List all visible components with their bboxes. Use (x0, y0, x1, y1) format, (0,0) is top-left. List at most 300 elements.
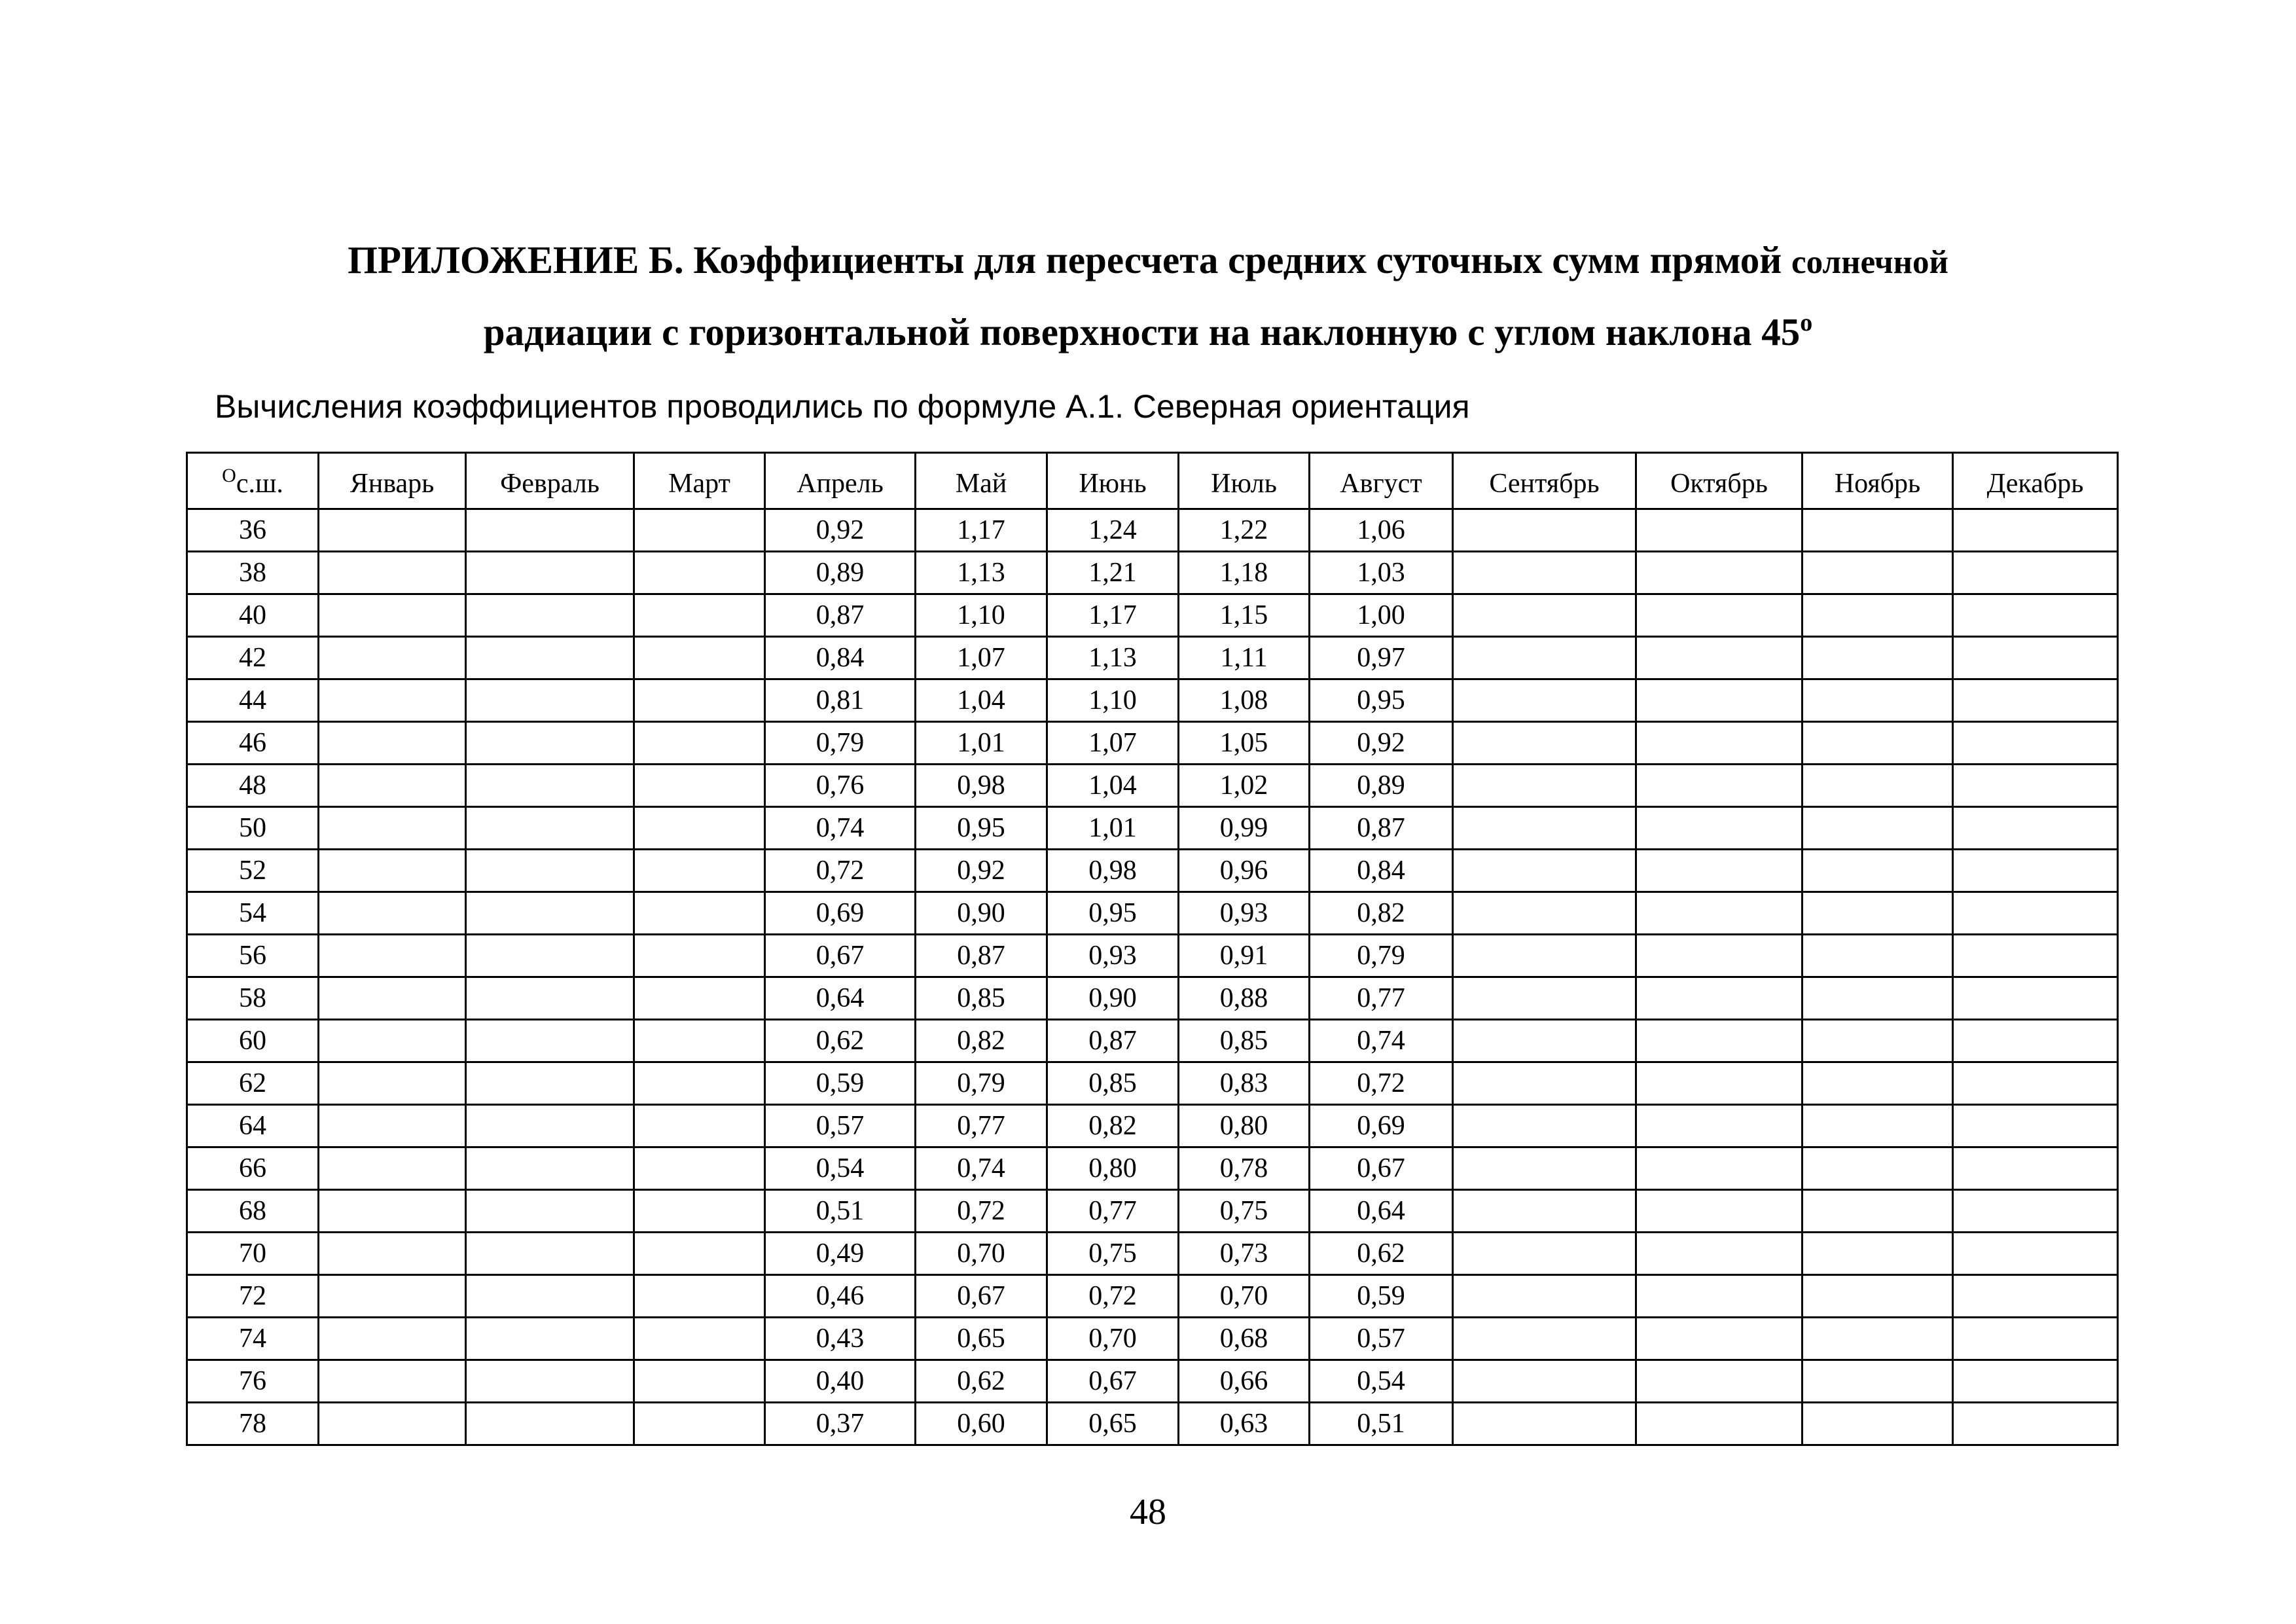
coefficient-cell: 0,69 (1310, 1105, 1453, 1147)
table-row (187, 1105, 2118, 1147)
title-line-1 (0, 238, 2296, 281)
latitude-cell: 78 (187, 1403, 319, 1445)
coefficient-cell (1953, 1403, 2118, 1445)
coefficient-cell: 0,68 (1179, 1318, 1310, 1360)
coefficient-cell: 0,83 (1179, 1062, 1310, 1105)
coefficient-cell: 0,90 (916, 892, 1047, 935)
coefficient-cell (1953, 892, 2118, 935)
latitude-cell: 74 (187, 1318, 319, 1360)
table-row (187, 722, 2118, 765)
coefficient-cell (1453, 1020, 1636, 1062)
coefficient-cell: 0,74 (765, 807, 916, 850)
coefficient-cell: 0,62 (916, 1360, 1047, 1403)
coefficient-cell: 0,54 (1310, 1360, 1453, 1403)
coefficient-cell (1636, 722, 1803, 765)
coefficient-cell: 0,99 (1179, 807, 1310, 850)
coefficient-cell (1803, 594, 1953, 637)
coefficient-cell (1953, 850, 2118, 892)
coefficient-cell (634, 1190, 765, 1233)
coefficient-cell: 0,59 (1310, 1275, 1453, 1318)
coefficient-cell (1636, 935, 1803, 977)
coefficient-cell: 1,00 (1310, 594, 1453, 637)
coefficient-cell (1636, 1190, 1803, 1233)
coefficient-cell (1453, 1403, 1636, 1445)
coefficient-cell: 1,01 (916, 722, 1047, 765)
coefficient-cell (1453, 1105, 1636, 1147)
latitude-cell: 48 (187, 765, 319, 807)
coefficient-cell: 1,08 (1179, 679, 1310, 722)
coefficient-cell: 0,46 (765, 1275, 916, 1318)
coefficient-cell (1453, 807, 1636, 850)
coefficient-cell (1953, 1318, 2118, 1360)
table-row (187, 594, 2118, 637)
coefficient-cell (466, 1275, 634, 1318)
coefficient-cell (319, 509, 466, 552)
coefficient-cell (1803, 765, 1953, 807)
coefficient-cell (1953, 977, 2118, 1020)
coefficient-cell (1803, 892, 1953, 935)
coefficient-cell (319, 1275, 466, 1318)
coefficient-cell: 0,67 (1310, 1147, 1453, 1190)
coefficient-cell (319, 722, 466, 765)
coefficient-cell (1803, 807, 1953, 850)
coefficient-cell (1803, 850, 1953, 892)
coefficient-cell (1636, 1275, 1803, 1318)
coefficient-cell (1636, 552, 1803, 594)
coefficient-cell (1453, 1062, 1636, 1105)
latitude-cell: 36 (187, 509, 319, 552)
coefficient-cell (466, 1360, 634, 1403)
coefficient-cell: 0,93 (1047, 935, 1179, 977)
coefficient-cell (466, 935, 634, 977)
coefficient-cell (319, 679, 466, 722)
coefficient-cell (1636, 1318, 1803, 1360)
coefficient-cell: 0,51 (765, 1190, 916, 1233)
coefficient-cell: 0,73 (1179, 1233, 1310, 1275)
coefficient-cell (319, 1233, 466, 1275)
coefficient-cell (466, 1147, 634, 1190)
coefficient-cell (1453, 892, 1636, 935)
coefficient-cell (466, 807, 634, 850)
coefficient-cell: 0,74 (1310, 1020, 1453, 1062)
coefficient-cell: 0,79 (765, 722, 916, 765)
coefficient-cell: 0,77 (916, 1105, 1047, 1147)
coefficient-cell (1953, 1275, 2118, 1318)
coefficient-cell: 1,02 (1179, 765, 1310, 807)
latitude-cell: 64 (187, 1105, 319, 1147)
coefficient-cell: 0,89 (765, 552, 916, 594)
header-row (187, 453, 2118, 509)
latitude-cell: 72 (187, 1275, 319, 1318)
latitude-cell: 42 (187, 637, 319, 679)
coefficient-cell: 0,72 (1310, 1062, 1453, 1105)
coefficient-cell (466, 509, 634, 552)
coefficient-cell (634, 594, 765, 637)
coefficient-cell (1636, 509, 1803, 552)
subtitle: Вычисления коэффициентов проводились по формуле А.1. Северная ориентация (215, 388, 1470, 425)
coefficient-cell (1803, 637, 1953, 679)
coefficient-cell (1636, 1233, 1803, 1275)
coefficient-cell (1803, 1275, 1953, 1318)
coefficient-cell (319, 1403, 466, 1445)
coefficient-cell: 0,96 (1179, 850, 1310, 892)
coefficient-cell (1636, 1062, 1803, 1105)
coefficient-cell: 0,97 (1310, 637, 1453, 679)
coefficient-cell: 0,87 (916, 935, 1047, 977)
table-row (187, 1403, 2118, 1445)
table-row (187, 1020, 2118, 1062)
coefficient-cell: 1,01 (1047, 807, 1179, 850)
coefficient-cell (1453, 722, 1636, 765)
coefficient-cell (1636, 1360, 1803, 1403)
coefficient-cell: 0,85 (1047, 1062, 1179, 1105)
title-line-1-main: ПРИЛОЖЕНИЕ Б. Коэффициенты для пересчета средних суточных сумм прямой (348, 238, 1782, 281)
coefficient-cell: 1,10 (1047, 679, 1179, 722)
table-row (187, 1275, 2118, 1318)
coefficient-cell (1453, 509, 1636, 552)
coefficient-cell (1453, 1360, 1636, 1403)
coefficient-cell: 0,62 (765, 1020, 916, 1062)
latitude-cell: 52 (187, 850, 319, 892)
title-line-2 (0, 309, 2296, 353)
coefficient-cell (1953, 1105, 2118, 1147)
coefficient-cell (466, 1403, 634, 1445)
coefficient-cell: 0,98 (916, 765, 1047, 807)
table-row (187, 935, 2118, 977)
coefficient-cell: 0,69 (765, 892, 916, 935)
coefficient-cell (1803, 552, 1953, 594)
coefficient-cell: 0,65 (1047, 1403, 1179, 1445)
coefficient-cell (634, 850, 765, 892)
table-body (187, 509, 2118, 1445)
coefficient-cell: 0,78 (1179, 1147, 1310, 1190)
coefficient-cell: 1,11 (1179, 637, 1310, 679)
coefficient-cell: 0,81 (765, 679, 916, 722)
month-header: Май (916, 453, 1047, 509)
coefficient-cell (634, 1147, 765, 1190)
coefficient-cell: 1,13 (916, 552, 1047, 594)
coefficient-cell: 0,92 (1310, 722, 1453, 765)
coefficient-cell: 0,91 (1179, 935, 1310, 977)
coefficient-cell: 0,65 (916, 1318, 1047, 1360)
coefficient-cell (1803, 1062, 1953, 1105)
title-line-1-tail: солнечной (1791, 244, 1948, 281)
coefficient-cell: 0,98 (1047, 850, 1179, 892)
coefficient-cell (319, 1360, 466, 1403)
coefficient-cell: 0,89 (1310, 765, 1453, 807)
coefficient-cell (1453, 1318, 1636, 1360)
coefficient-cell (1453, 1147, 1636, 1190)
degree-superscript: о (1800, 309, 1813, 336)
table-row (187, 1360, 2118, 1403)
coefficient-cell (634, 935, 765, 977)
coefficient-cell: 1,21 (1047, 552, 1179, 594)
coefficient-cell (1636, 637, 1803, 679)
latitude-cell: 58 (187, 977, 319, 1020)
coefficient-cell: 0,66 (1179, 1360, 1310, 1403)
coefficient-cell: 1,24 (1047, 509, 1179, 552)
coefficient-cell (1803, 935, 1953, 977)
coefficient-cell (634, 722, 765, 765)
coefficient-cell: 0,85 (916, 977, 1047, 1020)
coefficient-cell (634, 892, 765, 935)
latitude-cell: 60 (187, 1020, 319, 1062)
latitude-cell: 44 (187, 679, 319, 722)
coefficient-cell (1453, 594, 1636, 637)
coefficient-cell: 0,64 (1310, 1190, 1453, 1233)
coefficient-cell (466, 1062, 634, 1105)
coefficient-cell (1453, 1275, 1636, 1318)
coefficient-cell (466, 850, 634, 892)
coefficient-cell (1803, 1190, 1953, 1233)
table-row (187, 807, 2118, 850)
coefficient-cell (634, 1233, 765, 1275)
coefficient-cell (1803, 679, 1953, 722)
coefficient-cell: 1,07 (916, 637, 1047, 679)
coefficient-cell: 0,84 (1310, 850, 1453, 892)
coefficient-cell: 0,51 (1310, 1403, 1453, 1445)
coefficient-cell (466, 637, 634, 679)
coefficient-cell (1636, 1147, 1803, 1190)
coefficient-cell (634, 1360, 765, 1403)
coefficient-cell: 0,79 (1310, 935, 1453, 977)
coefficient-cell (1953, 1190, 2118, 1233)
coefficient-cell: 1,04 (916, 679, 1047, 722)
coefficient-cell: 0,82 (1310, 892, 1453, 935)
coefficient-cell: 0,95 (1310, 679, 1453, 722)
coefficient-cell (1803, 1233, 1953, 1275)
coefficient-cell (1636, 594, 1803, 637)
coefficient-cell: 0,60 (916, 1403, 1047, 1445)
coefficient-cell (319, 1190, 466, 1233)
coefficient-cell: 0,40 (765, 1360, 916, 1403)
latitude-cell: 46 (187, 722, 319, 765)
coefficient-cell (1803, 1020, 1953, 1062)
coefficient-cell (634, 1062, 765, 1105)
coefficient-cell (319, 977, 466, 1020)
coefficient-cell (1803, 1147, 1953, 1190)
coefficient-cell: 0,59 (765, 1062, 916, 1105)
coefficient-cell (634, 1275, 765, 1318)
coefficient-cell (1453, 765, 1636, 807)
coefficient-cell: 1,05 (1179, 722, 1310, 765)
coefficient-cell (634, 977, 765, 1020)
latitude-cell: 62 (187, 1062, 319, 1105)
coefficient-cell (634, 807, 765, 850)
coefficient-cell (319, 765, 466, 807)
page-number: 48 (1130, 1492, 1166, 1532)
latitude-cell: 76 (187, 1360, 319, 1403)
coefficient-cell (319, 637, 466, 679)
table-row (187, 509, 2118, 552)
coefficient-cell: 1,17 (1047, 594, 1179, 637)
coefficient-cell (1803, 1318, 1953, 1360)
coefficient-cell (634, 765, 765, 807)
coefficient-cell: 0,74 (916, 1147, 1047, 1190)
coefficient-cell (466, 765, 634, 807)
coefficient-cell (1953, 807, 2118, 850)
degree-symbol: О (222, 464, 236, 486)
coefficient-cell (634, 1020, 765, 1062)
coefficient-cell (466, 892, 634, 935)
month-header: Январь (319, 453, 466, 509)
coefficient-cell: 0,75 (1047, 1233, 1179, 1275)
coefficient-cell: 0,92 (765, 509, 916, 552)
coefficient-cell (1453, 850, 1636, 892)
coefficient-cell: 0,82 (1047, 1105, 1179, 1147)
month-header: Август (1310, 453, 1453, 509)
table-row (187, 1318, 2118, 1360)
coefficient-cell (1953, 765, 2118, 807)
coefficient-cell: 0,80 (1179, 1105, 1310, 1147)
coefficient-cell (466, 552, 634, 594)
coefficient-cell (319, 1105, 466, 1147)
latitude-cell: 56 (187, 935, 319, 977)
coefficient-cell (1636, 977, 1803, 1020)
latitude-header-label: с.ш. (236, 468, 283, 499)
latitude-cell: 70 (187, 1233, 319, 1275)
coefficient-cell: 0,79 (916, 1062, 1047, 1105)
month-header: Июнь (1047, 453, 1179, 509)
coefficient-cell (319, 807, 466, 850)
latitude-cell: 68 (187, 1190, 319, 1233)
coefficient-cell: 0,92 (916, 850, 1047, 892)
coefficient-cell (634, 1105, 765, 1147)
coefficient-cell (1953, 935, 2118, 977)
coefficient-cell: 0,57 (1310, 1318, 1453, 1360)
coefficient-cell (1636, 892, 1803, 935)
latitude-cell: 54 (187, 892, 319, 935)
coefficient-cell: 0,64 (765, 977, 916, 1020)
coefficient-cell (1953, 679, 2118, 722)
coefficient-cell (1453, 1190, 1636, 1233)
coefficient-cell (1636, 765, 1803, 807)
coefficient-cell: 0,77 (1310, 977, 1453, 1020)
coefficient-cell (1453, 552, 1636, 594)
table-row (187, 679, 2118, 722)
coefficient-cell (466, 977, 634, 1020)
coefficient-cell: 0,70 (1179, 1275, 1310, 1318)
table-row (187, 892, 2118, 935)
coefficient-cell (1636, 679, 1803, 722)
coefficient-cell (1636, 1020, 1803, 1062)
coefficient-cell (319, 1147, 466, 1190)
coefficient-cell (1453, 637, 1636, 679)
table-row (187, 977, 2118, 1020)
coefficient-cell (319, 1020, 466, 1062)
coefficient-cell: 0,54 (765, 1147, 916, 1190)
latitude-header (187, 453, 319, 509)
month-header: Ноябрь (1803, 453, 1953, 509)
coefficient-cell: 0,93 (1179, 892, 1310, 935)
coefficient-cell (1803, 1105, 1953, 1147)
coefficient-cell: 0,87 (1310, 807, 1453, 850)
coefficient-cell (1636, 1105, 1803, 1147)
coefficient-cell (1953, 1233, 2118, 1275)
coefficient-cell: 1,07 (1047, 722, 1179, 765)
coefficient-cell (1453, 935, 1636, 977)
coefficient-cell (634, 679, 765, 722)
coefficient-cell: 0,87 (765, 594, 916, 637)
coefficient-cell: 0,70 (1047, 1318, 1179, 1360)
coefficient-cell: 1,22 (1179, 509, 1310, 552)
coefficient-cell (319, 935, 466, 977)
coefficient-cell: 1,13 (1047, 637, 1179, 679)
coefficient-cell (1636, 1403, 1803, 1445)
coefficient-cell: 0,37 (765, 1403, 916, 1445)
coefficient-cell (1953, 1062, 2118, 1105)
latitude-cell: 50 (187, 807, 319, 850)
table-row (187, 1062, 2118, 1105)
coefficient-cell (466, 679, 634, 722)
coefficient-cell: 0,95 (916, 807, 1047, 850)
coefficient-cell (1453, 1233, 1636, 1275)
title-line-2-main: радиации с горизонтальной поверхности на наклонную с углом наклона 45 (483, 310, 1801, 353)
coefficient-cell (1803, 509, 1953, 552)
coefficient-cell: 0,72 (916, 1190, 1047, 1233)
coefficient-cell (466, 1318, 634, 1360)
coefficient-cell: 0,72 (1047, 1275, 1179, 1318)
coefficient-cell (1953, 1020, 2118, 1062)
coefficient-cell: 0,82 (916, 1020, 1047, 1062)
coefficient-cell (466, 1190, 634, 1233)
coefficient-cell (634, 552, 765, 594)
month-header: Декабрь (1953, 453, 2118, 509)
coefficient-cell: 0,75 (1179, 1190, 1310, 1233)
latitude-cell: 66 (187, 1147, 319, 1190)
coefficient-cell (1953, 552, 2118, 594)
coefficient-cell (319, 850, 466, 892)
coefficient-cell (466, 1105, 634, 1147)
coefficient-cell (1636, 807, 1803, 850)
coefficient-cell (319, 892, 466, 935)
coefficient-cell (466, 1233, 634, 1275)
coefficient-cell: 0,77 (1047, 1190, 1179, 1233)
coefficient-cell: 0,67 (916, 1275, 1047, 1318)
month-header: Апрель (765, 453, 916, 509)
coefficient-cell: 1,10 (916, 594, 1047, 637)
coefficient-cell (1453, 977, 1636, 1020)
coefficient-cell (1803, 1360, 1953, 1403)
coefficient-cell (634, 1318, 765, 1360)
coefficient-cell: 1,04 (1047, 765, 1179, 807)
coefficient-cell: 0,67 (1047, 1360, 1179, 1403)
coefficient-cell: 0,84 (765, 637, 916, 679)
coefficient-cell (1953, 637, 2118, 679)
coefficient-cell (466, 594, 634, 637)
coefficient-cell: 0,85 (1179, 1020, 1310, 1062)
coefficient-cell: 1,17 (916, 509, 1047, 552)
coefficient-cell (1803, 1403, 1953, 1445)
coefficient-cell (466, 722, 634, 765)
table-row (187, 765, 2118, 807)
coefficient-cell (1803, 722, 1953, 765)
coefficient-cell (1953, 1360, 2118, 1403)
table-row (187, 1190, 2118, 1233)
coefficient-cell (466, 1020, 634, 1062)
coefficient-cell (1953, 509, 2118, 552)
coefficient-cell (1953, 594, 2118, 637)
coefficient-cell: 0,80 (1047, 1147, 1179, 1190)
coefficient-cell: 0,62 (1310, 1233, 1453, 1275)
coefficient-cell: 0,90 (1047, 977, 1179, 1020)
latitude-cell: 40 (187, 594, 319, 637)
coefficient-cell: 0,63 (1179, 1403, 1310, 1445)
coefficient-cell: 1,18 (1179, 552, 1310, 594)
coefficient-cell (1803, 977, 1953, 1020)
coefficient-cell: 0,87 (1047, 1020, 1179, 1062)
month-header: Октябрь (1636, 453, 1803, 509)
